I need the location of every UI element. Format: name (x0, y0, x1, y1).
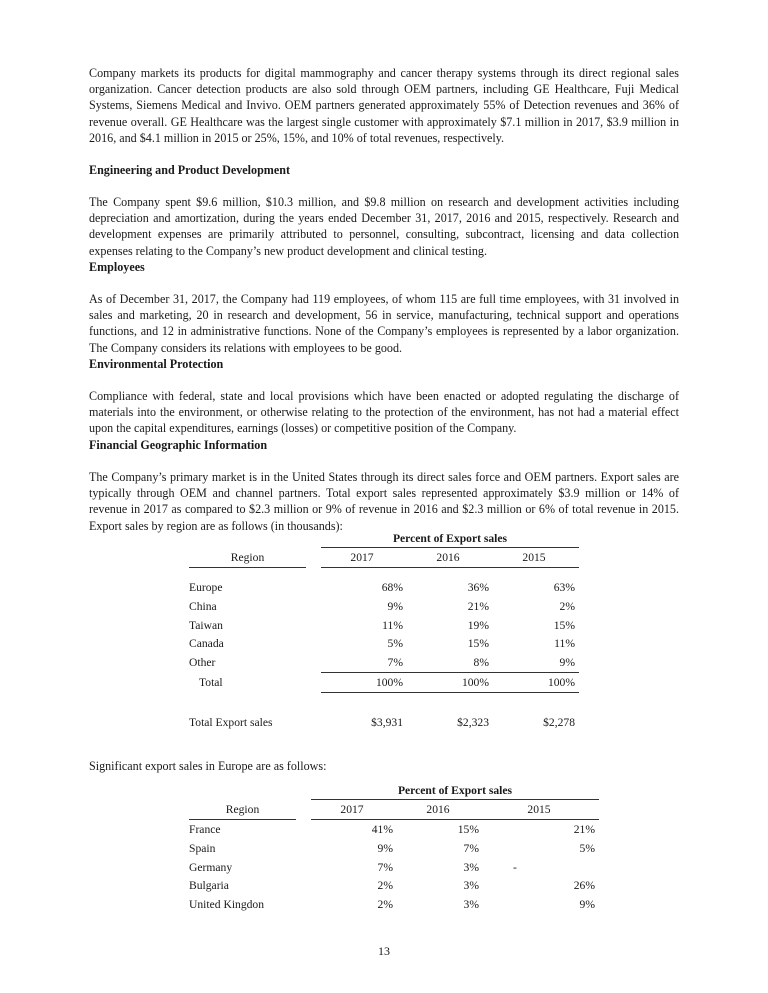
cell-value: 8% (407, 653, 493, 672)
cell-value: 68% (381, 580, 403, 594)
cell-value: 3% (463, 879, 479, 893)
paragraph-environmental: Compliance with federal, state and local provisions which have been enacted or adopted regulating the discharge of materials into the environment, or otherwise relating to the protection of the environment, has not had a material effect upon the capital expenditures, earnings (losses) or competitive position of the Company. (89, 389, 679, 436)
cell-value: 19% (467, 618, 489, 632)
cell-value: 3% (463, 898, 479, 912)
export-by-region-table (189, 529, 579, 732)
cell-value: 5% (579, 841, 595, 855)
table-row (189, 653, 579, 672)
heading-environmental: Environmental Protection (89, 357, 224, 371)
year-header: 2015 (493, 548, 579, 568)
group-header: Percent of Export sales (311, 781, 599, 800)
region-name: China (189, 599, 217, 613)
heading-engineering: Engineering and Product Development (89, 163, 291, 177)
paragraph-engineering: The Company spent $9.6 million, $10.3 million, and $9.8 million on research and development activities including depreciation and amortization, during the years ended December 31, 2017, 2016 and 2015, respectively. Research and development expenses are primarily attributed to personnel, consulting, subcontract, licensing and data collection expenses relating to the Company’s new product development and clinical testing. (89, 195, 679, 258)
page-number: 13 (378, 944, 390, 958)
cell-value: 63% (553, 580, 575, 594)
cell-value: 9% (387, 599, 403, 613)
cell-value: 9% (377, 841, 393, 855)
country-name: France (189, 822, 221, 836)
europe-export-table (189, 781, 599, 914)
year-header: 2016 (397, 800, 483, 820)
country-name: Spain (189, 841, 216, 855)
paragraph-financial-geographic: The Company’s primary market is in the United States through its direct sales force and OEM partners. Export sales are typically through OEM and channel partners. Total export sales represented approximately $3.9 million or 14% of revenue in 2017 as compared to $2.3 million or 9% of revenue in 2016 and $2.3 million or 6% of total revenue in 2015. Export sales by region are as follows (in thousands): (89, 470, 679, 533)
region-header: Region (189, 800, 296, 820)
cell-value: 7% (463, 841, 479, 855)
country-name: United Kingdon (189, 898, 265, 912)
total-row (189, 673, 579, 693)
cell-value: 7% (377, 860, 393, 874)
cell-value: 2% (377, 879, 393, 893)
cell-value: 3% (463, 860, 479, 874)
total-value: 100% (321, 673, 407, 693)
cell-value: 9% (493, 653, 579, 672)
cell-value: 11% (382, 618, 403, 632)
cell-value: 26% (573, 879, 595, 893)
table-row (189, 597, 579, 616)
table-row (189, 858, 599, 877)
cell-value: 5% (387, 637, 403, 651)
cell-value: 21% (467, 599, 489, 613)
cell-value: 9% (579, 898, 595, 912)
cell-value: 21% (573, 822, 595, 836)
cell-value: 11% (554, 637, 575, 651)
total-value: 100% (493, 673, 579, 693)
cell-value: - (513, 860, 517, 874)
table-row (189, 578, 579, 597)
export-sales-value: $3,931 (371, 715, 403, 729)
export-sales-value: $2,323 (457, 715, 489, 729)
cell-value: 36% (467, 580, 489, 594)
country-name: Bulgaria (189, 879, 229, 893)
year-header: 2017 (321, 548, 407, 568)
region-name: Europe (189, 580, 223, 594)
region-header: Region (189, 548, 306, 568)
table-row (189, 876, 599, 895)
table-row (189, 820, 599, 839)
paragraph-employees: As of December 31, 2017, the Company had 119 employees, of whom 115 are full time employees, with 31 involved in sales and marketing, 20 in research and development, 56 in service, manufacturing, technical support and operations functions, and 12 in administrative functions. None of the Company’s employees is represented by a labor organization. The Company considers its relations with employees to be good. (89, 292, 679, 355)
country-name: Germany (189, 860, 233, 874)
table-row (189, 895, 599, 914)
export-sales-row (189, 713, 579, 732)
region-name: Other (189, 656, 216, 670)
total-value: 100% (407, 673, 493, 693)
paragraph-sales-channels: Company markets its products for digital mammography and cancer therapy systems through its direct regional sales organization. Cancer detection products are also sold through OEM partners, including GE Healthcare, Fuji Medical Systems, Siemens Medical and Invivo. OEM partners generated approximately 55% of Detection revenues and 36% of revenue overall. GE Healthcare was the largest single customer with approximately $7.1 million in 2017, $3.9 million in 2016, and $4.1 million in 2015 or 25%, 15%, and 10% of total revenues, respectively. (89, 66, 679, 145)
table-row (189, 839, 599, 858)
cell-value: 2% (559, 599, 575, 613)
export-sales-value: $2,278 (543, 715, 575, 729)
cell-value: 7% (321, 653, 407, 672)
table-row (189, 616, 579, 635)
year-header: 2015 (483, 800, 599, 820)
heading-employees: Employees (89, 260, 145, 274)
cell-value: 2% (377, 898, 393, 912)
year-header: 2017 (311, 800, 397, 820)
group-header: Percent of Export sales (321, 529, 579, 548)
heading-financial-geographic: Financial Geographic Information (89, 438, 268, 452)
region-name: Taiwan (189, 618, 223, 632)
cell-value: 15% (457, 822, 479, 836)
cell-value: 15% (553, 618, 575, 632)
region-name: Canada (189, 637, 224, 651)
total-label: Total (199, 675, 223, 689)
cell-value: 15% (467, 637, 489, 651)
cell-value: 41% (371, 822, 393, 836)
paragraph-europe-intro: Significant export sales in Europe are as follows: (89, 759, 327, 773)
year-header: 2016 (407, 548, 493, 568)
export-sales-label: Total Export sales (189, 715, 273, 729)
table-row (189, 634, 579, 653)
